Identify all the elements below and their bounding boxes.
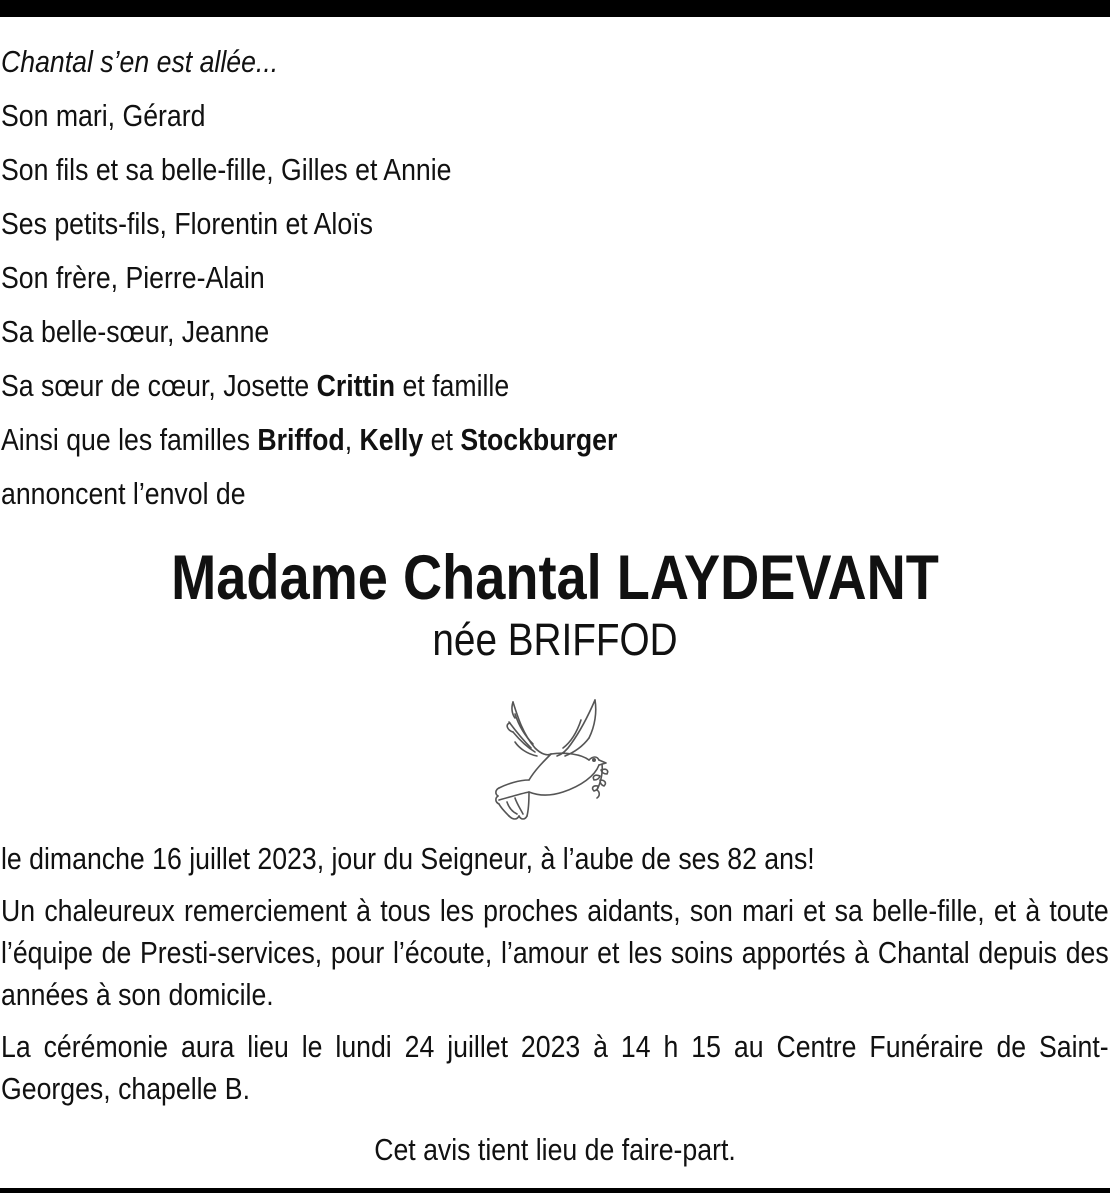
family-line: [1, 305, 947, 359]
family-line-text: Son fils et sa belle-fille, Gilles et Annie: [1, 152, 452, 187]
death-date-paragraph: le dimanche 16 juillet 2023, jour du Seigneur, à l’aube de ses 82 ans!: [1, 841, 815, 876]
family-line: [1, 413, 947, 467]
family-line: [1, 467, 947, 521]
family-line-text: annoncent l’envol de: [1, 476, 246, 511]
family-line: [1, 359, 947, 413]
family-line: [1, 89, 947, 143]
family-name-bold: Crittin: [316, 368, 396, 403]
family-line-text: Sa belle-sœur, Jeanne: [1, 314, 270, 349]
family-line-text: et: [423, 422, 461, 457]
family-line-text: et famille: [395, 368, 510, 403]
family-name-bold: Kelly: [359, 422, 424, 457]
closing-note: Cet avis tient lieu de faire-part.: [374, 1132, 736, 1167]
maiden-name: née BRIFFOD: [432, 614, 678, 665]
family-line: [1, 251, 947, 305]
deceased-block: [0, 538, 1110, 666]
family-line-text: Ainsi que les familles: [1, 422, 258, 457]
family-line-text: Son mari, Gérard: [1, 98, 206, 133]
family-line: [1, 143, 947, 197]
bottom-rule: [0, 1188, 1110, 1193]
family-line: [1, 35, 947, 89]
thanks-paragraph: Un chaleureux remerciement à tous les proches aidants, son mari et sa belle-fille, et à toute l’équipe de Presti-services, pour l’écoute, l’amour et les soins apportés à Chantal depuis des années à son domicile.: [1, 893, 1109, 1012]
top-rule: [0, 0, 1110, 17]
family-line-text: Son frère, Pierre-Alain: [1, 260, 265, 295]
family-name-bold: Stockburger: [460, 422, 618, 457]
family-announcement: [1, 35, 1101, 521]
dove-with-olive-branch-icon: [485, 690, 630, 830]
deceased-name: Madame Chantal LAYDEVANT: [171, 543, 939, 613]
family-name-bold: Briffod: [257, 422, 345, 457]
family-line: [1, 197, 947, 251]
family-line-text: Sa sœur de cœur, Josette: [1, 368, 317, 403]
family-line-text: Ses petits-fils, Florentin et Aloïs: [1, 206, 373, 241]
family-line-text: Chantal s’en est allée...: [1, 44, 279, 79]
notice-text: [1, 838, 1109, 1120]
ceremony-paragraph: La cérémonie aura lieu le lundi 24 juillet 2023 à 14 h 15 au Centre Funéraire de Saint-Georges, chapelle B.: [1, 1029, 1109, 1106]
family-line-text: ,: [344, 422, 360, 457]
